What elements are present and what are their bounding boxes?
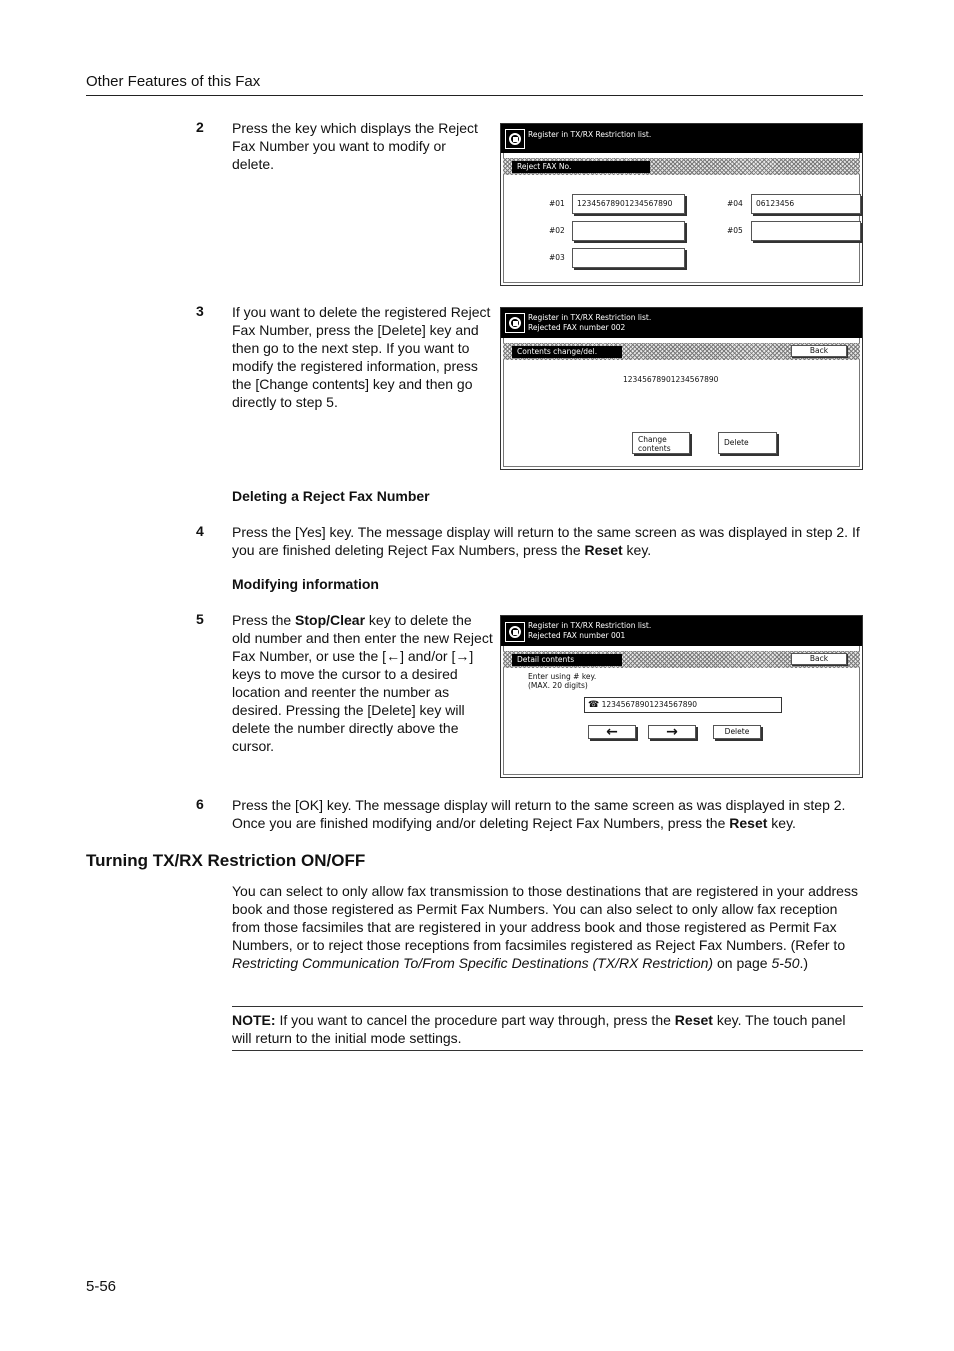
reset-key-ref: Reset <box>729 815 768 831</box>
step-5-text-d: ] keys to move the cursor to a desired location and reenter the number as desired. Pressing the [Delete] key will delete the number directly above the cursor. <box>232 648 474 754</box>
note-bottom-rule <box>232 1050 863 1051</box>
step-4-number: 4 <box>196 523 204 539</box>
reject-fax-number: 12345678901234567890 <box>623 375 719 384</box>
section-text-a: You can select to only allow fax transmission to those destinations that are registered in your address book and those registered as Permit Fax Numbers. You can also select to only allow fax reception from those facsimiles that are registered in your address book and those registered as Permit Fax Numbers, or to reject those receptions from facsimiles registered as Reject Fax Numbers. (Refer to <box>232 883 858 953</box>
entry-limit: (MAX. 20 digits) <box>528 681 588 690</box>
fax-mode-icon <box>505 313 525 333</box>
change-contents-button[interactable] <box>632 432 690 454</box>
step-4-text-a: Press the [Yes] key. The message display will return to the same screen as was displayed in step 2. If you are finished deleting Reject Fax Numbers, press the <box>232 524 860 558</box>
panel-title: Register in TX/RX Restriction list. <box>528 621 652 630</box>
fax-mode-icon <box>505 129 525 149</box>
section-text-c: .) <box>799 955 809 971</box>
slot-label-02: #02 <box>549 226 565 235</box>
subheading-deleting: Deleting a Reject Fax Number <box>232 488 430 504</box>
phone-icon: ☎ <box>588 700 600 710</box>
slot-label-04: #04 <box>727 199 743 208</box>
step-5-text <box>232 611 494 755</box>
reset-key-ref: Reset <box>584 542 623 558</box>
reject-number-03-button[interactable] <box>572 248 685 268</box>
subheading-modifying: Modifying information <box>232 576 379 592</box>
panel-titlebar <box>501 308 862 338</box>
note-text <box>232 1011 864 1047</box>
tab-contents-change: Contents change/del. <box>512 346 622 358</box>
reject-number-05-button[interactable] <box>751 221 861 241</box>
step-6-text-b: key. <box>767 815 796 831</box>
page-reference: 5-50 <box>771 955 800 971</box>
left-arrow-icon: ← <box>386 648 401 664</box>
page-number: 5-56 <box>86 1278 117 1295</box>
step-5-number: 5 <box>196 611 204 627</box>
step-6-number: 6 <box>196 796 204 812</box>
stop-clear-key-ref: Stop/Clear <box>295 612 366 628</box>
section-paragraph <box>232 882 860 972</box>
reject-number-02-button[interactable] <box>572 221 685 241</box>
panel-subtitle: Rejected FAX number 002 <box>528 323 626 332</box>
step-5-text-b: key to delete the old number and then enter the new Reject Fax Number, or use the [ <box>232 612 493 664</box>
detail-contents-panel <box>500 615 863 778</box>
step-2-text: Press the key which displays the Reject Fax Number you want to modify or delete. <box>232 120 478 172</box>
slot-label-01: #01 <box>549 199 565 208</box>
note-text-b: key. The touch panel will return to the initial mode settings. <box>232 1012 846 1046</box>
tab-bar <box>503 651 860 668</box>
step-3-number: 3 <box>196 303 204 319</box>
back-button[interactable]: Back <box>791 345 847 357</box>
tab-bar <box>503 158 860 175</box>
section-text-b: on page <box>713 955 772 971</box>
panel-title: Register in TX/RX Restriction list. <box>528 130 652 139</box>
contents-change-panel <box>500 307 863 470</box>
reset-key-ref: Reset <box>674 1012 713 1028</box>
tab-detail-contents: Detail contents <box>512 654 622 666</box>
right-arrow-icon: → <box>455 648 470 664</box>
cursor-right-button[interactable]: → <box>648 725 696 739</box>
panel-titlebar <box>501 616 862 646</box>
reject-fax-list-panel <box>500 123 863 286</box>
slot-label-05: #05 <box>727 226 743 235</box>
step-3-text: If you want to delete the registered Reject Fax Number, press the [Delete] key and then go to the next step. If you want to modify the registered information, press the [Change contents] key and then go directly to step 5. <box>232 304 491 410</box>
tab-bar <box>503 343 860 360</box>
panel-titlebar <box>501 124 862 153</box>
note-text-a: If you want to cancel the procedure part way through, press the <box>275 1012 675 1028</box>
step-6-text-a: Press the [OK] key. The message display will return to the same screen as was displayed in step 2. Once you are finished modifying and/or deleting Reject Fax Numbers, press the <box>232 797 846 831</box>
step-2-number: 2 <box>196 119 204 135</box>
delete-button[interactable]: Delete <box>718 432 777 454</box>
note-label: NOTE: <box>232 1012 276 1028</box>
reject-number-04-button[interactable]: 06123456 <box>751 194 861 214</box>
cursor-left-button[interactable]: ← <box>588 725 636 739</box>
step-5-text-a: Press the <box>232 612 296 628</box>
step-4-text-b: key. <box>622 542 652 558</box>
step-4-text <box>232 523 864 559</box>
section-heading: Turning TX/RX Restriction ON/OFF <box>86 851 366 870</box>
panel-subtitle: Rejected FAX number 001 <box>528 631 626 640</box>
step-5-text-c: ] and/or [ <box>400 648 456 664</box>
fax-number-value: 12345678901234567890 <box>601 700 698 709</box>
note-top-rule <box>232 1006 863 1007</box>
step-6-text <box>232 796 864 832</box>
running-header: Other Features of this Fax <box>86 73 261 90</box>
fax-mode-icon <box>505 622 525 642</box>
tab-reject-fax-no: Reject FAX No. <box>512 161 650 173</box>
reject-number-01-button[interactable]: 12345678901234567890 <box>572 194 685 214</box>
slot-label-03: #03 <box>549 253 565 262</box>
delete-button[interactable]: Delete <box>713 725 761 739</box>
panel-title: Register in TX/RX Restriction list. <box>528 313 652 322</box>
change-contents-label-1: Change <box>638 435 667 444</box>
back-button[interactable]: Back <box>791 653 847 665</box>
change-contents-label-2: contents <box>638 444 671 453</box>
cross-reference: Restricting Communication To/From Specific Destinations (TX/RX Restriction) <box>232 955 714 971</box>
entry-hint: Enter using # key. <box>528 672 597 681</box>
header-rule <box>86 95 863 96</box>
fax-number-input[interactable] <box>584 697 782 713</box>
